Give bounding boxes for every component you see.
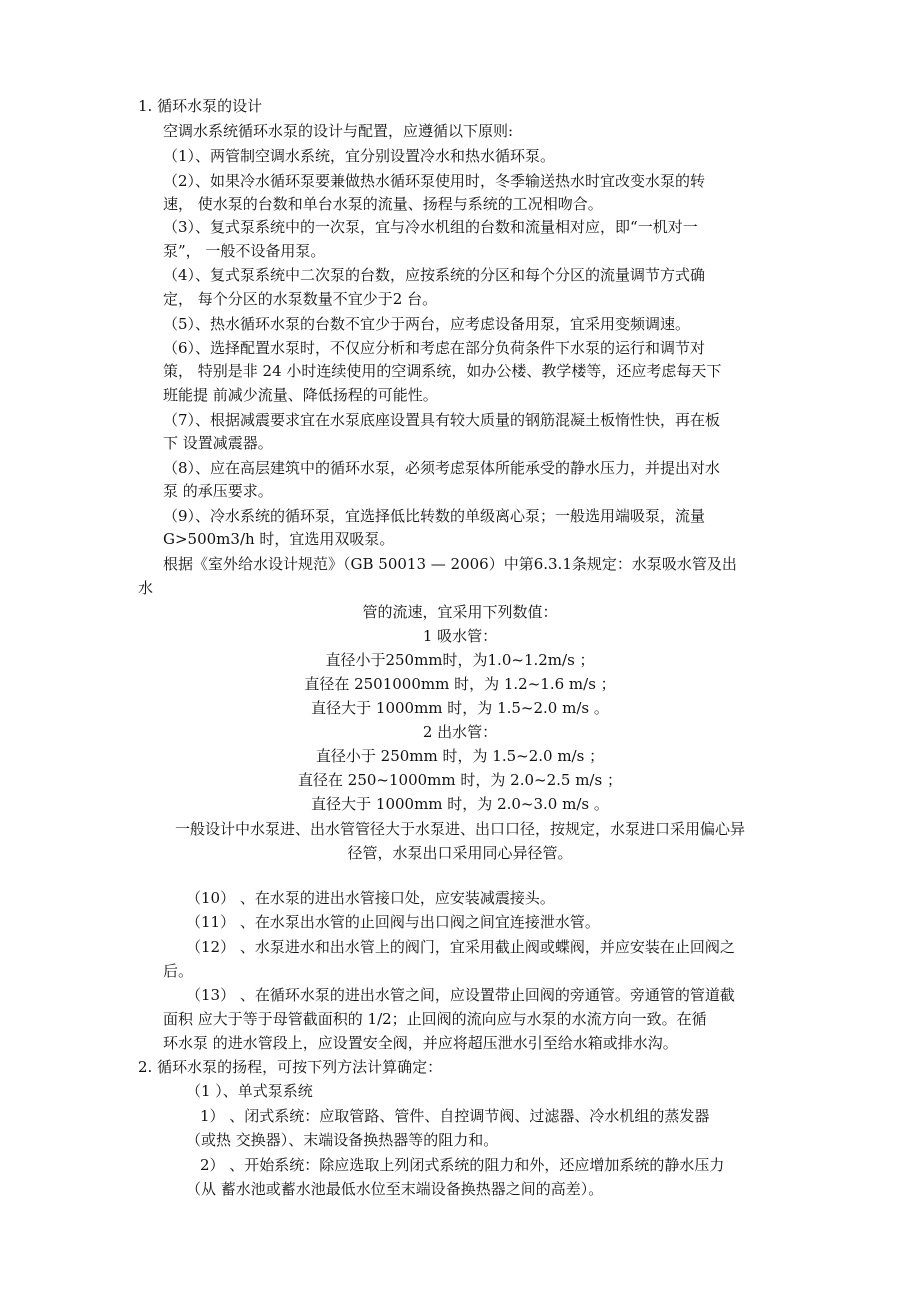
velocity-intro: 管的流速，宜采用下列数值：	[362, 603, 558, 621]
rule-9-line-2: G>500m3/h 时，宜选用双吸泵。	[163, 530, 395, 548]
rule-6-line-1: （6）、选择配置水泵时，不仅应分析和考虑在部分负荷条件下水泵的运行和调节对	[163, 339, 706, 357]
rule-7-line-1: （7）、根据减震要求宜在水泵底座设置具有较大质量的钢筋混凝土板惰性快，再在板	[163, 411, 721, 429]
rule-12-line-2: 后。	[163, 962, 194, 980]
rule-7-line-2: 下 设置减震器。	[163, 434, 273, 452]
rule-10: （10） 、在水泵的进出水管接口处，应安装减震接头。	[186, 889, 555, 907]
single-pump-system-heading: （1 ）、单式泵系统	[186, 1082, 313, 1100]
discharge-velocity-medium: 直径在 250~1000mm 时，为 2.0~2.5 m/s ；	[298, 771, 622, 789]
section-heading-2: 2. 循环水泵的扬程，可按下列方法计算确定：	[138, 1058, 443, 1076]
rule-13-line-3: 环水泵 的进水管段上，应设置安全阀，并应将超压泄水引至给水箱或排水沟。	[163, 1034, 678, 1052]
rule-6-line-3: 班能提 前减少流量、降低扬程的可能性。	[163, 386, 438, 404]
rule-13-line-1: （13） 、在循环水泵的进出水管之间，应设置带止回阀的旁通管。旁通管的管道截	[186, 986, 735, 1004]
rule-5: （5）、热水循环水泵的台数不宜少于两台，应考虑设备用泵，宜采用变频调速。	[163, 315, 691, 333]
intro-text: 空调水系统循环水泵的设计与配置，应遵循以下原则:	[163, 122, 514, 140]
rule-6-line-2: 策， 特别是非 24 小时连续使用的空调系统，如办公楼、教学楼等，还应考虑每天下	[163, 362, 722, 380]
discharge-pipe-heading: 2 出水管：	[422, 723, 498, 741]
rule-12-line-1: （12） 、水泵进水和出水管上的阀门，宜采用截止阀或蝶阀，并应安装在止回阀之	[186, 938, 735, 956]
rule-8-line-1: （8）、应在高层建筑中的循环水泵，必须考虑泵体所能承受的静水压力，并提出对水	[163, 459, 721, 477]
rule-2-line-1: （2）、如果冷水循环泵要兼做热水循环泵使用时，冬季输送热水时宜改变水泵的转	[163, 172, 706, 190]
suction-pipe-heading: 1 吸水管：	[422, 627, 498, 645]
rule-4-line-2: 定， 每个分区的水泵数量不宜少于2 台。	[163, 290, 438, 308]
rule-3-line-2: 泵”， 一般不设备用泵。	[163, 242, 326, 260]
reducer-note-line-2: 径管，水泵出口采用同心异径管。	[347, 844, 573, 862]
suction-velocity-large: 直径大于 1000mm 时，为 1.5~2.0 m/s 。	[311, 699, 609, 717]
rule-2-line-2: 速， 使水泵的台数和单台水泵的流量、扬程与系统的工况相吻合。	[163, 195, 603, 213]
rule-9-line-1: （9）、冷水系统的循环泵，宜选择低比转数的单级离心泵；一般选用端吸泵，流量	[163, 507, 706, 525]
open-system-line-2: （从 蓄水池或蓄水池最低水位至末端设备换热器之间的高差）。	[186, 1180, 604, 1198]
reducer-note-line-1: 一般设计中水泵进、出水管管径大于水泵进、出口口径，按规定，水泵进口采用偏心异	[174, 820, 745, 838]
suction-velocity-small: 直径小于250mm时，为1.0~1.2m/s ；	[325, 651, 595, 669]
discharge-velocity-small: 直径小于 250mm 时，为 1.5~2.0 m/s ；	[315, 747, 605, 765]
rule-11: （11） 、在水泵出水管的止回阀与出口阀之间宜连接泄水管。	[186, 913, 600, 931]
standard-reference-line-2: 水	[138, 579, 154, 597]
rule-8-line-2: 泵 的承压要求。	[163, 482, 273, 500]
section-heading-1: 1. 循环水泵的设计	[138, 97, 263, 115]
standard-reference-line-1: 根据《室外给水设计规范》（GB 50013 — 2006）中第6.3.1条规定：水泵吸水管及出	[163, 555, 737, 573]
closed-system-line-2: （或热 交换器）、末端设备换热器等的阻力和。	[186, 1131, 499, 1149]
rule-1: （1）、两管制空调水系统，宜分别设置冷水和热水循环泵。	[163, 147, 556, 165]
discharge-velocity-large: 直径大于 1000mm 时，为 2.0~3.0 m/s 。	[311, 795, 609, 813]
rule-4-line-1: （4）、复式泵系统中二次泵的台数，应按系统的分区和每个分区的流量调节方式确	[163, 266, 706, 284]
rule-3-line-1: （3）、复式泵系统中的一次泵，宜与冷水机组的台数和流量相对应，即“一机对一	[163, 218, 698, 236]
rule-13-line-2: 面积 应大于等于母管截面积的 1/2；止回阀的流向应与水泵的水流方向一致。在循	[163, 1010, 707, 1028]
closed-system-line-1: 1） 、闭式系统：应取管路、管件、自控调节阀、过滤器、冷水机组的蒸发器	[200, 1107, 710, 1125]
suction-velocity-medium: 直径在 2501000mm 时，为 1.2~1.6 m/s ；	[304, 675, 616, 693]
open-system-line-1: 2） 、开始系统：除应选取上列闭式系统的阻力和外，还应增加系统的静水压力	[200, 1156, 725, 1174]
